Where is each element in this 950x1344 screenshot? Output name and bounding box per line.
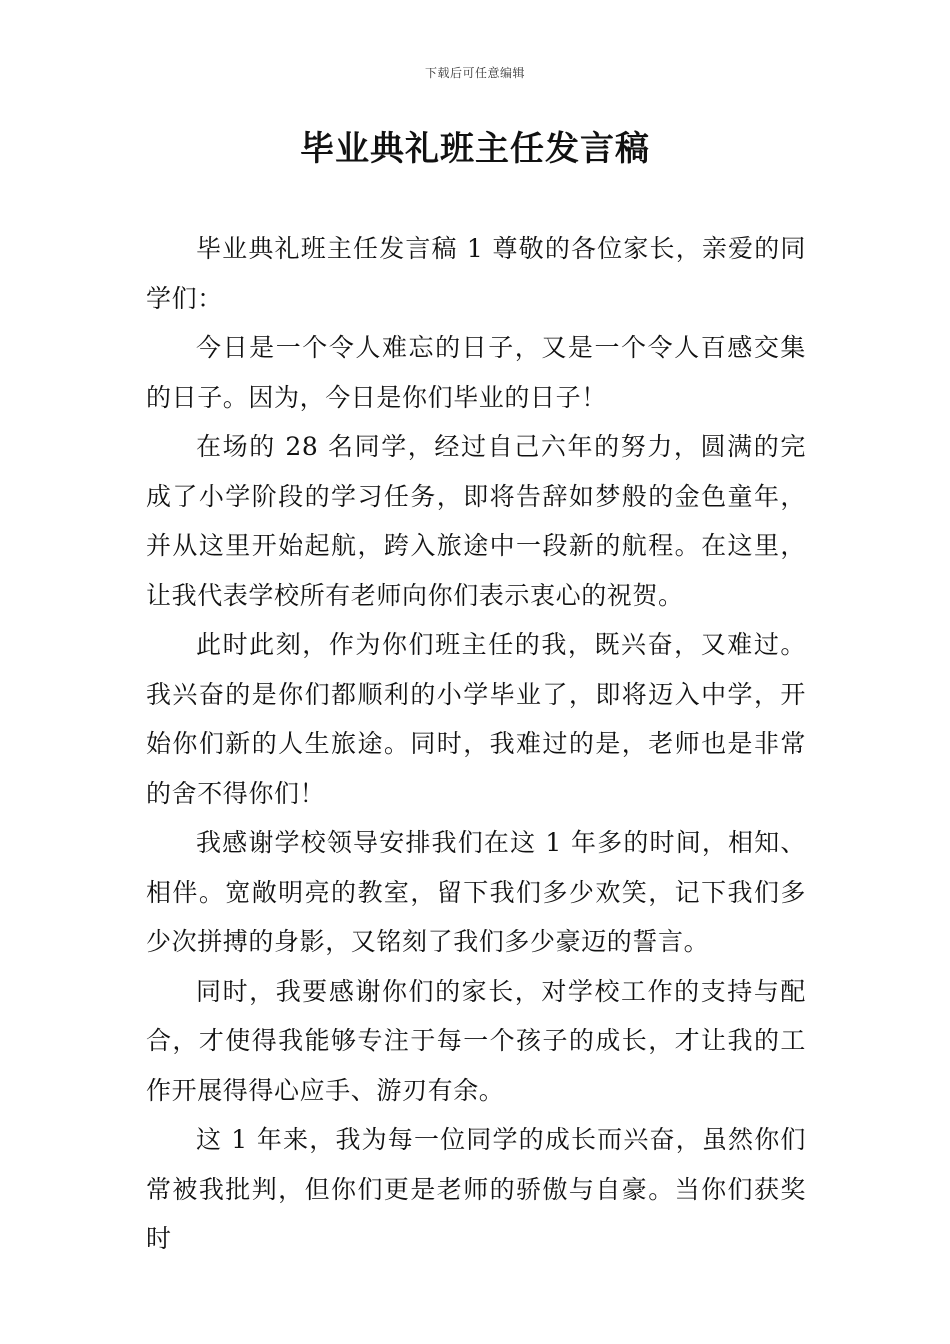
document-title: 毕业典礼班主任发言稿 [300, 129, 650, 169]
paragraph-opening: 今日是一个令人难忘的日子，又是一个令人百感交集的日子。因为，今日是你们毕业的日子！ [146, 333, 806, 412]
paragraph-thanks-parents: 同时，我要感谢你们的家长，对学校工作的支持与配合，才使得我能够专注于每一个孩子的成长，才让我的工作开展得得心应手、游刃有余。 [146, 976, 806, 1105]
paragraph-congratulations: 在场的 28 名同学，经过自己六年的努力，圆满的完成了小学阶段的学习任务，即将告辞如梦般的金色童年，并从这里开始起航，跨入旅途中一段新的航程。在这里，让我代表学校所有老师向你们表示衷心的祝贺。 [146, 432, 806, 610]
paragraph-greeting: 毕业典礼班主任发言稿 1 尊敬的各位家长，亲爱的同学们： [146, 234, 806, 313]
header-note: 下载后可任意编辑 [424, 66, 525, 80]
paragraph-pride: 这 1 年来，我为每一位同学的成长而兴奋，虽然你们常被我批判，但你们更是老师的骄傲与自豪。当你们获奖时 [146, 1125, 806, 1253]
paragraph-thanks-school: 我感谢学校领导安排我们在这 1 年多的时间，相知、相伴。宽敞明亮的教室，留下我们多少欢笑，记下我们多少次拼搏的身影，又铭刻了我们多少豪迈的誓言。 [146, 828, 806, 956]
document-body [146, 224, 806, 1264]
paragraph-feelings: 此时此刻，作为你们班主任的我，既兴奋，又难过。我兴奋的是你们都顺利的小学毕业了，即将迈入中学，开始你们新的人生旅途。同时，我难过的是，老师也是非常的舍不得你们！ [146, 630, 806, 808]
